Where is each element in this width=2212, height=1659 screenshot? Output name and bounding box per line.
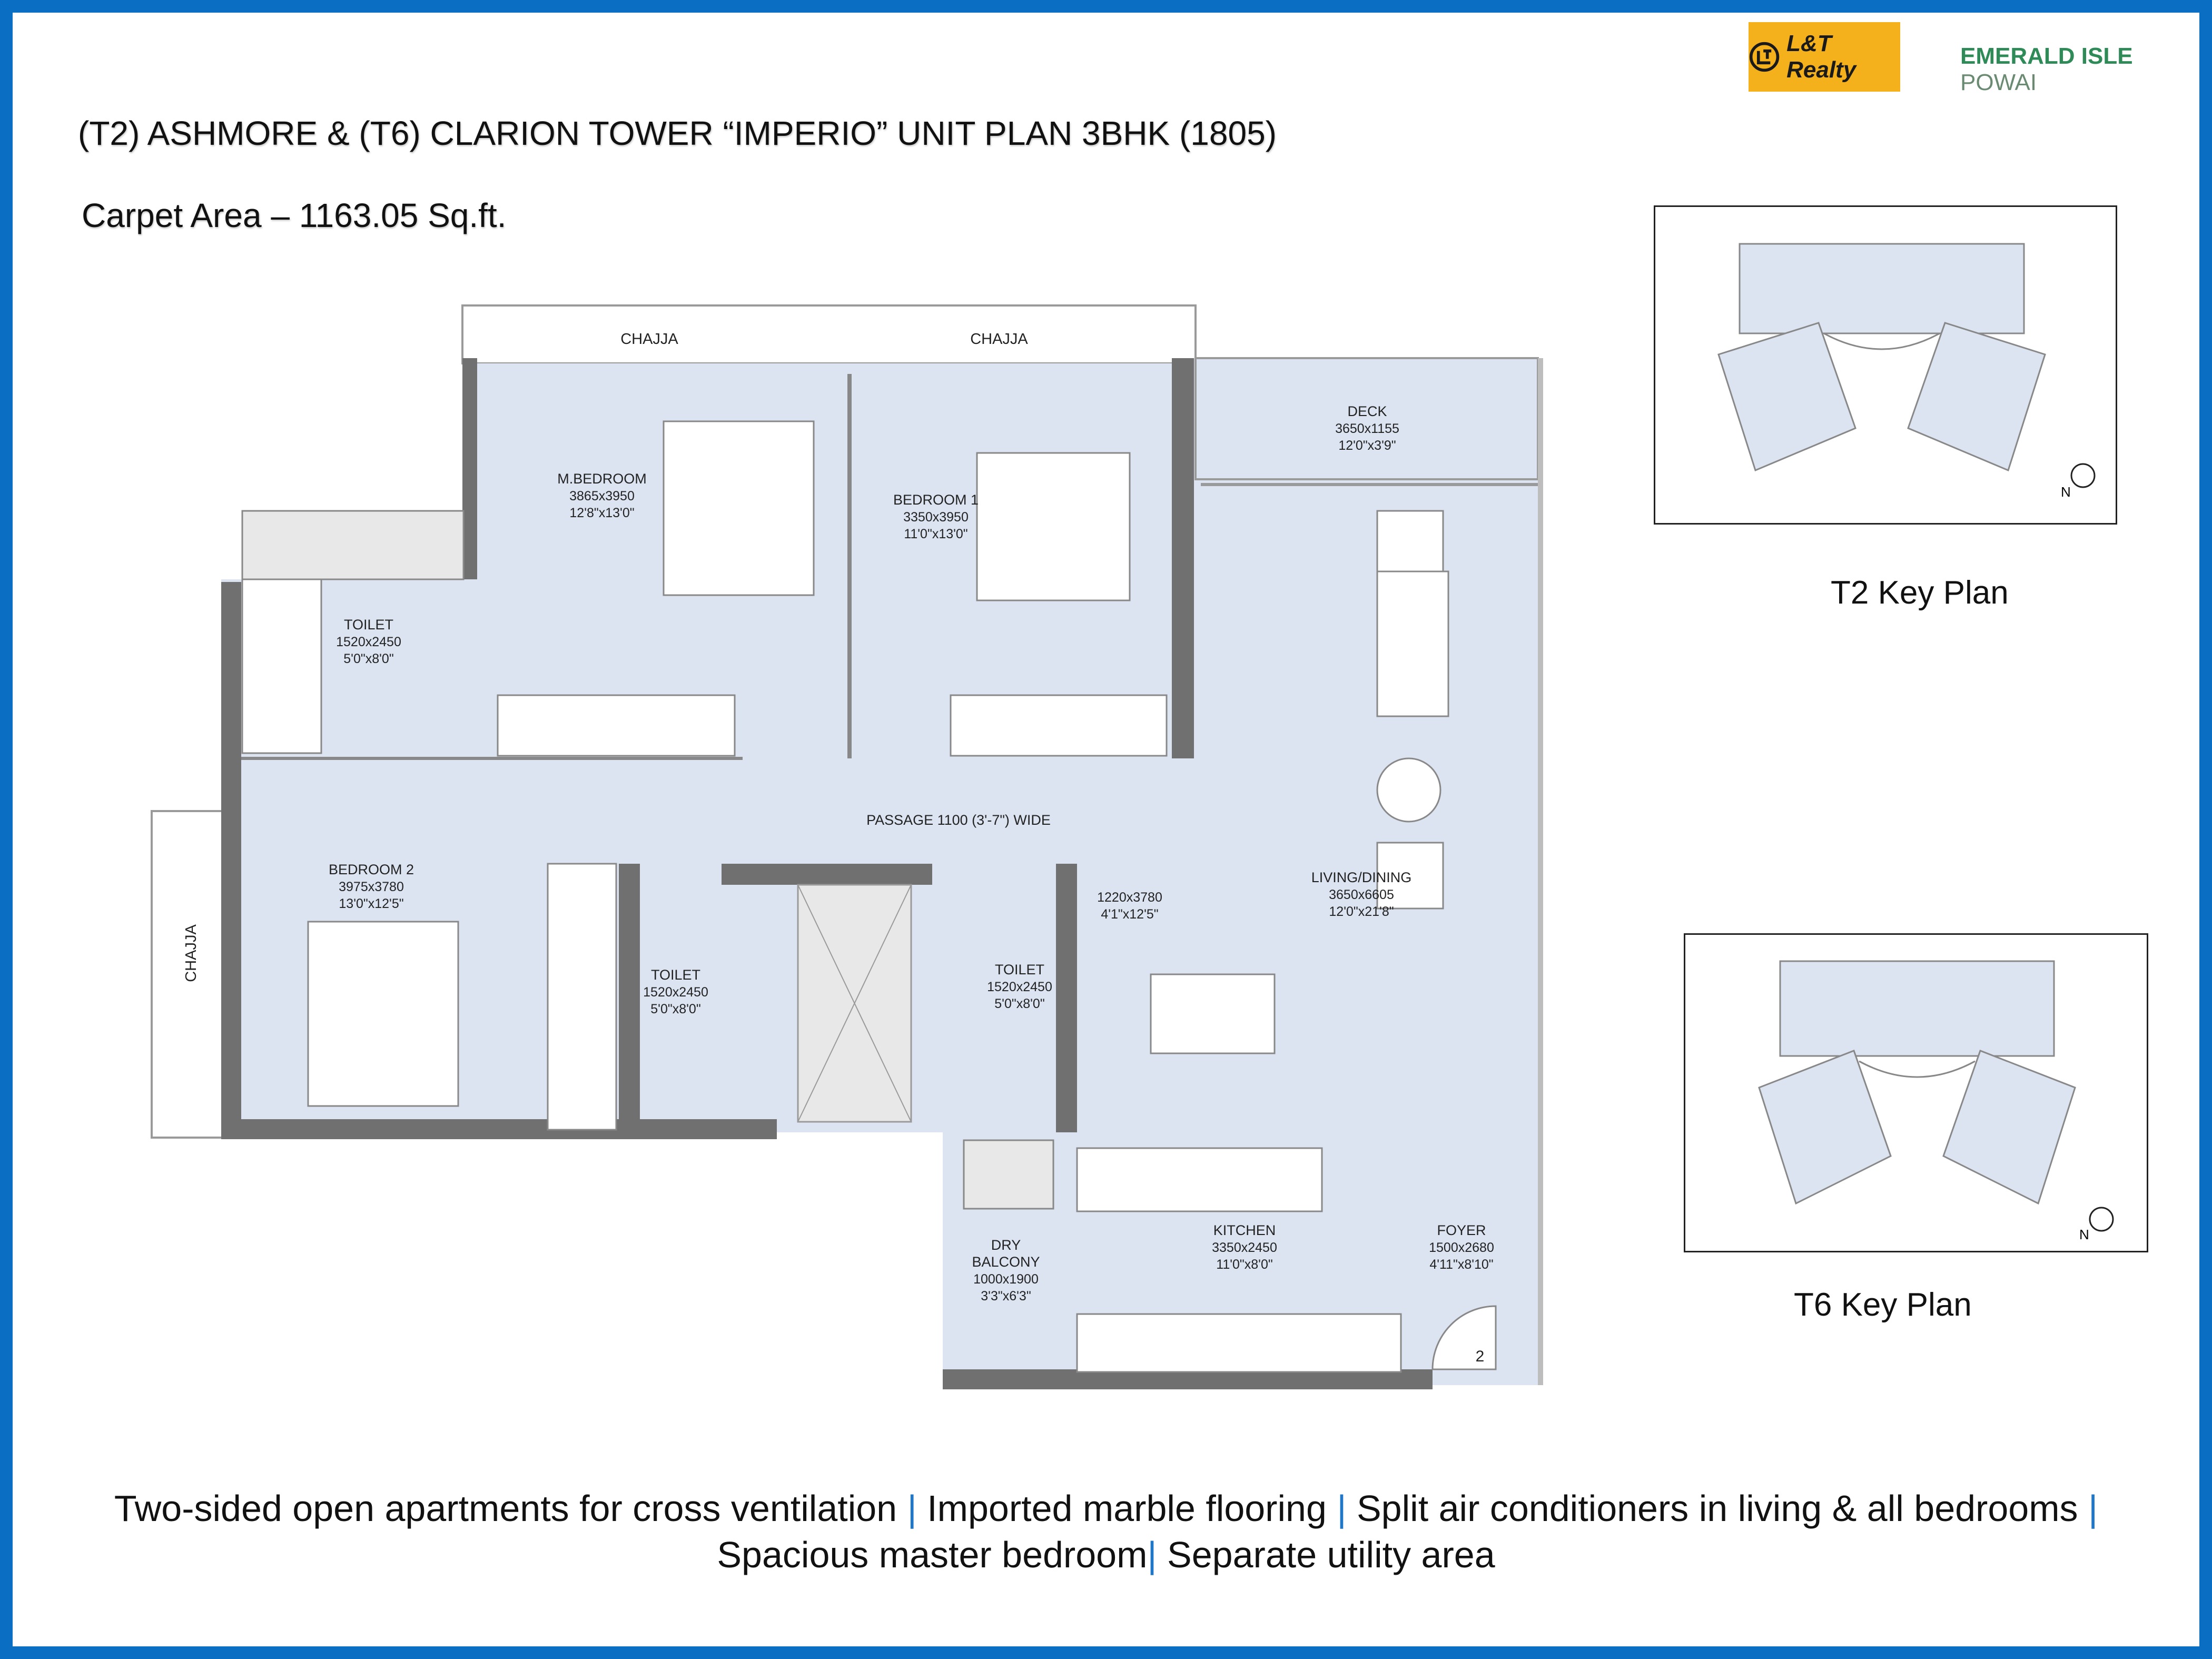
lt-logo-icon	[1749, 40, 1780, 74]
armchair-upper	[1377, 511, 1443, 571]
t2-key-plan-drawing	[1655, 207, 2116, 523]
label-bedroom1-ft: 11'0"x13'0"	[904, 527, 968, 541]
compass-icon	[2071, 464, 2095, 487]
separator: |	[907, 1488, 917, 1529]
feature-cross-ventilation: Two-sided open apartments for cross ventilation	[114, 1488, 907, 1529]
separator: |	[2088, 1488, 2098, 1529]
label-living-dining-mm: 3650x6605	[1329, 887, 1394, 902]
shower-master	[242, 579, 321, 753]
label-deck-ft: 12'0"x3'9"	[1338, 438, 1396, 453]
label-master-bedroom: M.BEDROOM	[557, 471, 647, 487]
label-master-bedroom-ft: 12'8"x13'0"	[569, 506, 635, 520]
project-name	[1960, 43, 2212, 96]
label-chajja-top-left: CHAJJA	[620, 331, 678, 348]
kitchen-counter-bottom	[1077, 1314, 1401, 1372]
label-toilet-master: TOILET	[343, 617, 394, 633]
label-toilet-b1: TOILET	[994, 962, 1045, 977]
label-master-bedroom-mm: 3865x3950	[569, 489, 635, 503]
label-dining-nook-mm: 1220x3780	[1097, 890, 1162, 905]
features-line-1	[0, 1485, 2212, 1532]
dry-balcony-store	[964, 1140, 1053, 1209]
carpet-area: Carpet Area – 1163.05 Sq.ft.	[82, 196, 507, 234]
project-location: POWAI	[1960, 70, 2037, 95]
wall-bed1-right	[1172, 358, 1194, 758]
label-chajja-left: CHAJJA	[183, 924, 200, 982]
label-chajja-top-right: CHAJJA	[970, 331, 1028, 348]
label-dry-balcony-ft: 3'3"x6'3"	[981, 1289, 1031, 1303]
chajja-toilet	[242, 511, 463, 579]
logo-text: L&T Realty	[1786, 31, 1856, 83]
label-toilet-common-mm: 1520x2450	[643, 985, 708, 1000]
label-bedroom1-mm: 3350x3950	[903, 510, 969, 525]
north-label: N	[2079, 1227, 2089, 1242]
wall-toilet-right	[1056, 864, 1077, 1132]
floor-plan	[147, 295, 1569, 1401]
separator: |	[1337, 1488, 1347, 1529]
feature-split-ac: Split air conditioners in living & all bedrooms	[1346, 1488, 2088, 1529]
page-title: (T2) ASHMORE & (T6) CLARION TOWER “IMPERIO” UNIT PLAN 3BHK (1805)	[78, 114, 1277, 152]
chajja-top	[462, 305, 1196, 363]
label-toilet-common-ft: 5'0"x8'0"	[650, 1002, 701, 1016]
north-label: N	[2061, 484, 2071, 500]
label-deck-mm: 3650x1155	[1335, 421, 1399, 436]
label-kitchen-ft: 11'0"x8'0"	[1216, 1257, 1273, 1272]
wall-mbed-left	[462, 358, 477, 579]
t6-key-plan-drawing	[1685, 935, 2147, 1251]
t2-key-plan-label: T2 Key Plan	[1831, 575, 2009, 611]
label-foyer-ft: 4'11"x8'10"	[1429, 1257, 1494, 1272]
label-toilet-b1-mm: 1520x2450	[987, 980, 1052, 994]
wardrobe-bed1	[951, 695, 1167, 756]
features-footer	[0, 1485, 2212, 1578]
bed-master	[664, 421, 814, 595]
label-bedroom1: BEDROOM 1	[893, 492, 979, 508]
feature-marble-flooring: Imported marble flooring	[916, 1488, 1337, 1529]
lt-realty-logo	[1749, 22, 1900, 92]
label-toilet-common: TOILET	[650, 967, 701, 983]
feature-utility-area: Separate utility area	[1157, 1534, 1495, 1575]
label-foyer-mm: 1500x2680	[1429, 1240, 1494, 1255]
features-line-2	[0, 1532, 2212, 1578]
dining-table	[1151, 974, 1275, 1053]
kitchen-counter-top	[1077, 1148, 1322, 1211]
label-foyer: FOYER	[1437, 1222, 1486, 1238]
label-kitchen: KITCHEN	[1213, 1222, 1276, 1238]
label-dry-balcony-mm: 1000x1900	[973, 1272, 1039, 1287]
project-name-bold: EMERALD ISLE	[1960, 43, 2133, 69]
wall-left	[221, 582, 241, 1135]
label-entrance-number: 2	[1475, 1348, 1485, 1365]
wall-bottom-left	[221, 1119, 777, 1139]
wall-shaft-top	[722, 864, 932, 885]
label-toilet-b1-ft: 5'0"x8'0"	[994, 996, 1045, 1011]
side-table	[1377, 758, 1440, 822]
bed-bedroom2	[308, 922, 458, 1106]
label-bedroom2-mm: 3975x3780	[339, 880, 404, 894]
separator: |	[1147, 1534, 1157, 1575]
label-kitchen-mm: 3350x2450	[1212, 1240, 1277, 1255]
label-deck: DECK	[1347, 403, 1387, 419]
label-toilet-master-mm: 1520x2450	[336, 635, 401, 649]
label-passage: PASSAGE 1100 (3'-7") WIDE	[866, 812, 1051, 828]
wardrobe-mbed	[498, 695, 735, 756]
label-dining-nook-ft: 4'1"x12'5"	[1101, 907, 1159, 922]
wardrobe-bed2	[548, 864, 616, 1130]
t6-key-plan-image	[1684, 933, 2148, 1252]
label-living-dining: LIVING/DINING	[1311, 870, 1412, 885]
sofa	[1377, 571, 1448, 716]
label-dry: DRY	[991, 1237, 1021, 1253]
label-toilet-master-ft: 5'0"x8'0"	[343, 651, 394, 666]
wall-right	[1538, 358, 1543, 1385]
feature-master-bedroom: Spacious master bedroom	[717, 1534, 1148, 1575]
bed-bedroom1	[977, 453, 1130, 600]
label-bedroom2-ft: 13'0"x12'5"	[339, 896, 404, 911]
t6-key-plan-label: T6 Key Plan	[1794, 1287, 1972, 1323]
label-bedroom2: BEDROOM 2	[328, 862, 414, 877]
label-living-dining-ft: 12'0"x21'8"	[1329, 904, 1394, 919]
t2-key-plan-image	[1654, 205, 2117, 525]
compass-icon	[2090, 1208, 2113, 1231]
label-balcony: BALCONY	[972, 1254, 1040, 1270]
wall-toilet-left	[619, 864, 640, 1132]
